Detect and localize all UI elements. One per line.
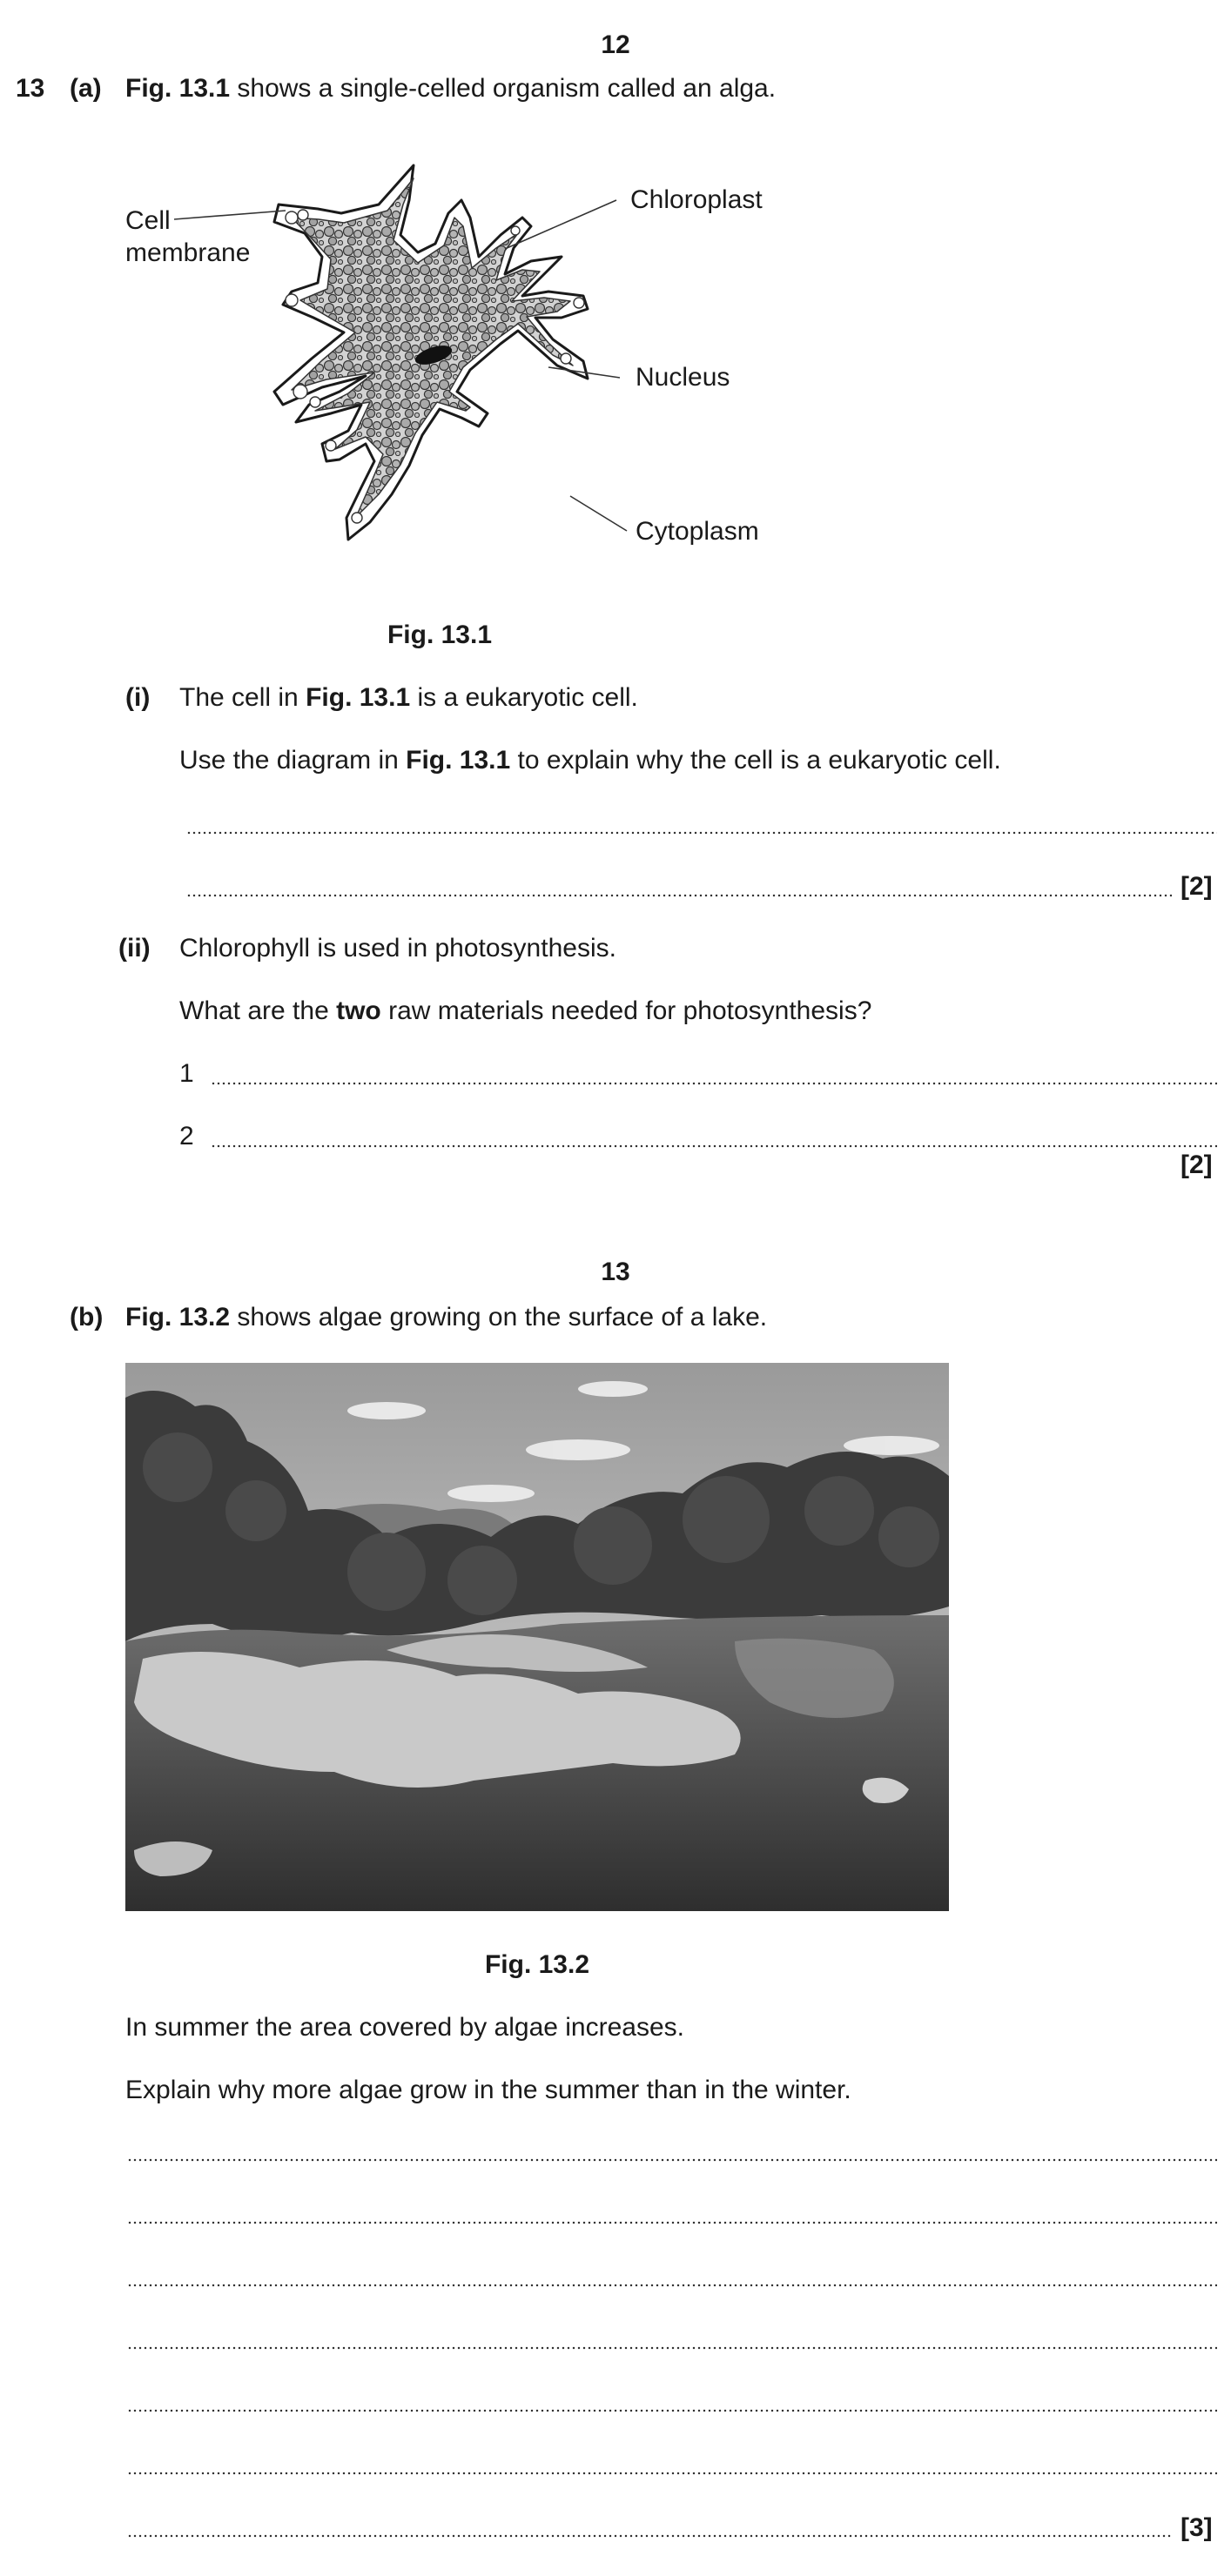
lake-photo xyxy=(125,1363,949,1911)
intro-text: shows a single-celled organism called an alga. xyxy=(230,74,777,103)
label-membrane: membrane xyxy=(125,238,251,267)
answer-line[interactable] xyxy=(127,2284,1217,2287)
answer-line[interactable] xyxy=(127,2158,1217,2162)
answer-line[interactable] xyxy=(127,2472,1217,2475)
part-a-label: (a) xyxy=(70,74,102,103)
part-b-label: (b) xyxy=(70,1303,104,1332)
sub-ii-label: (ii) xyxy=(118,934,151,963)
sub-i-line1: The cell in Fig. 13.1 is a eukaryotic cell. xyxy=(179,683,638,712)
label-nucleus: Nucleus xyxy=(636,363,730,392)
label-cytoplasm: Cytoplasm xyxy=(636,517,759,546)
sub-ii-line1: Chlorophyll is used in photosynthesis. xyxy=(179,934,616,963)
answer-line[interactable] xyxy=(211,1144,1217,1148)
sub-i-line2: Use the diagram in Fig. 13.1 to explain why the cell is a eukaryotic cell. xyxy=(179,746,1001,775)
part-a-intro xyxy=(125,73,776,104)
answer-line[interactable] xyxy=(127,2221,1217,2224)
answer-line[interactable] xyxy=(127,2409,1217,2412)
answer-number-1: 1 xyxy=(179,1059,194,1088)
answer-line[interactable] xyxy=(211,1082,1217,1085)
marks-badge: [3] xyxy=(1181,2513,1213,2542)
cytoplasm-leader xyxy=(570,496,627,531)
label-cell: Cell xyxy=(125,206,171,235)
cell-membrane-leader xyxy=(174,211,286,219)
marks-badge: [2] xyxy=(1181,872,1213,901)
page-number: 12 xyxy=(601,30,630,59)
label-chloroplast: Chloroplast xyxy=(630,185,763,214)
answer-number-2: 2 xyxy=(179,1122,194,1150)
figure-caption: Fig. 13.1 xyxy=(387,621,493,649)
page-number: 13 xyxy=(601,1258,630,1286)
marks-badge: [2] xyxy=(1181,1150,1213,1179)
figure-caption: Fig. 13.2 xyxy=(484,1950,590,1979)
intro-text: shows algae growing on the surface of a lake. xyxy=(230,1303,768,1332)
part-b-line1: In summer the area covered by algae increases. xyxy=(125,2013,684,2042)
part-b-line2: Explain why more algae grow in the summer than in the winter. xyxy=(125,2076,851,2104)
alga-diagram xyxy=(113,131,792,600)
sub-i-label: (i) xyxy=(125,683,151,712)
answer-line[interactable] xyxy=(127,2534,1172,2538)
sub-ii-line2: What are the two raw materials needed for photosynthesis? xyxy=(179,996,872,1025)
figure-reference: Fig. 13.1 xyxy=(125,74,231,103)
answer-line[interactable] xyxy=(186,831,1217,835)
answer-line[interactable] xyxy=(127,2346,1217,2350)
question-number: 13 xyxy=(16,74,45,103)
part-b-intro xyxy=(125,1302,767,1333)
figure-reference: Fig. 13.2 xyxy=(125,1303,231,1332)
answer-line[interactable] xyxy=(186,894,1172,897)
